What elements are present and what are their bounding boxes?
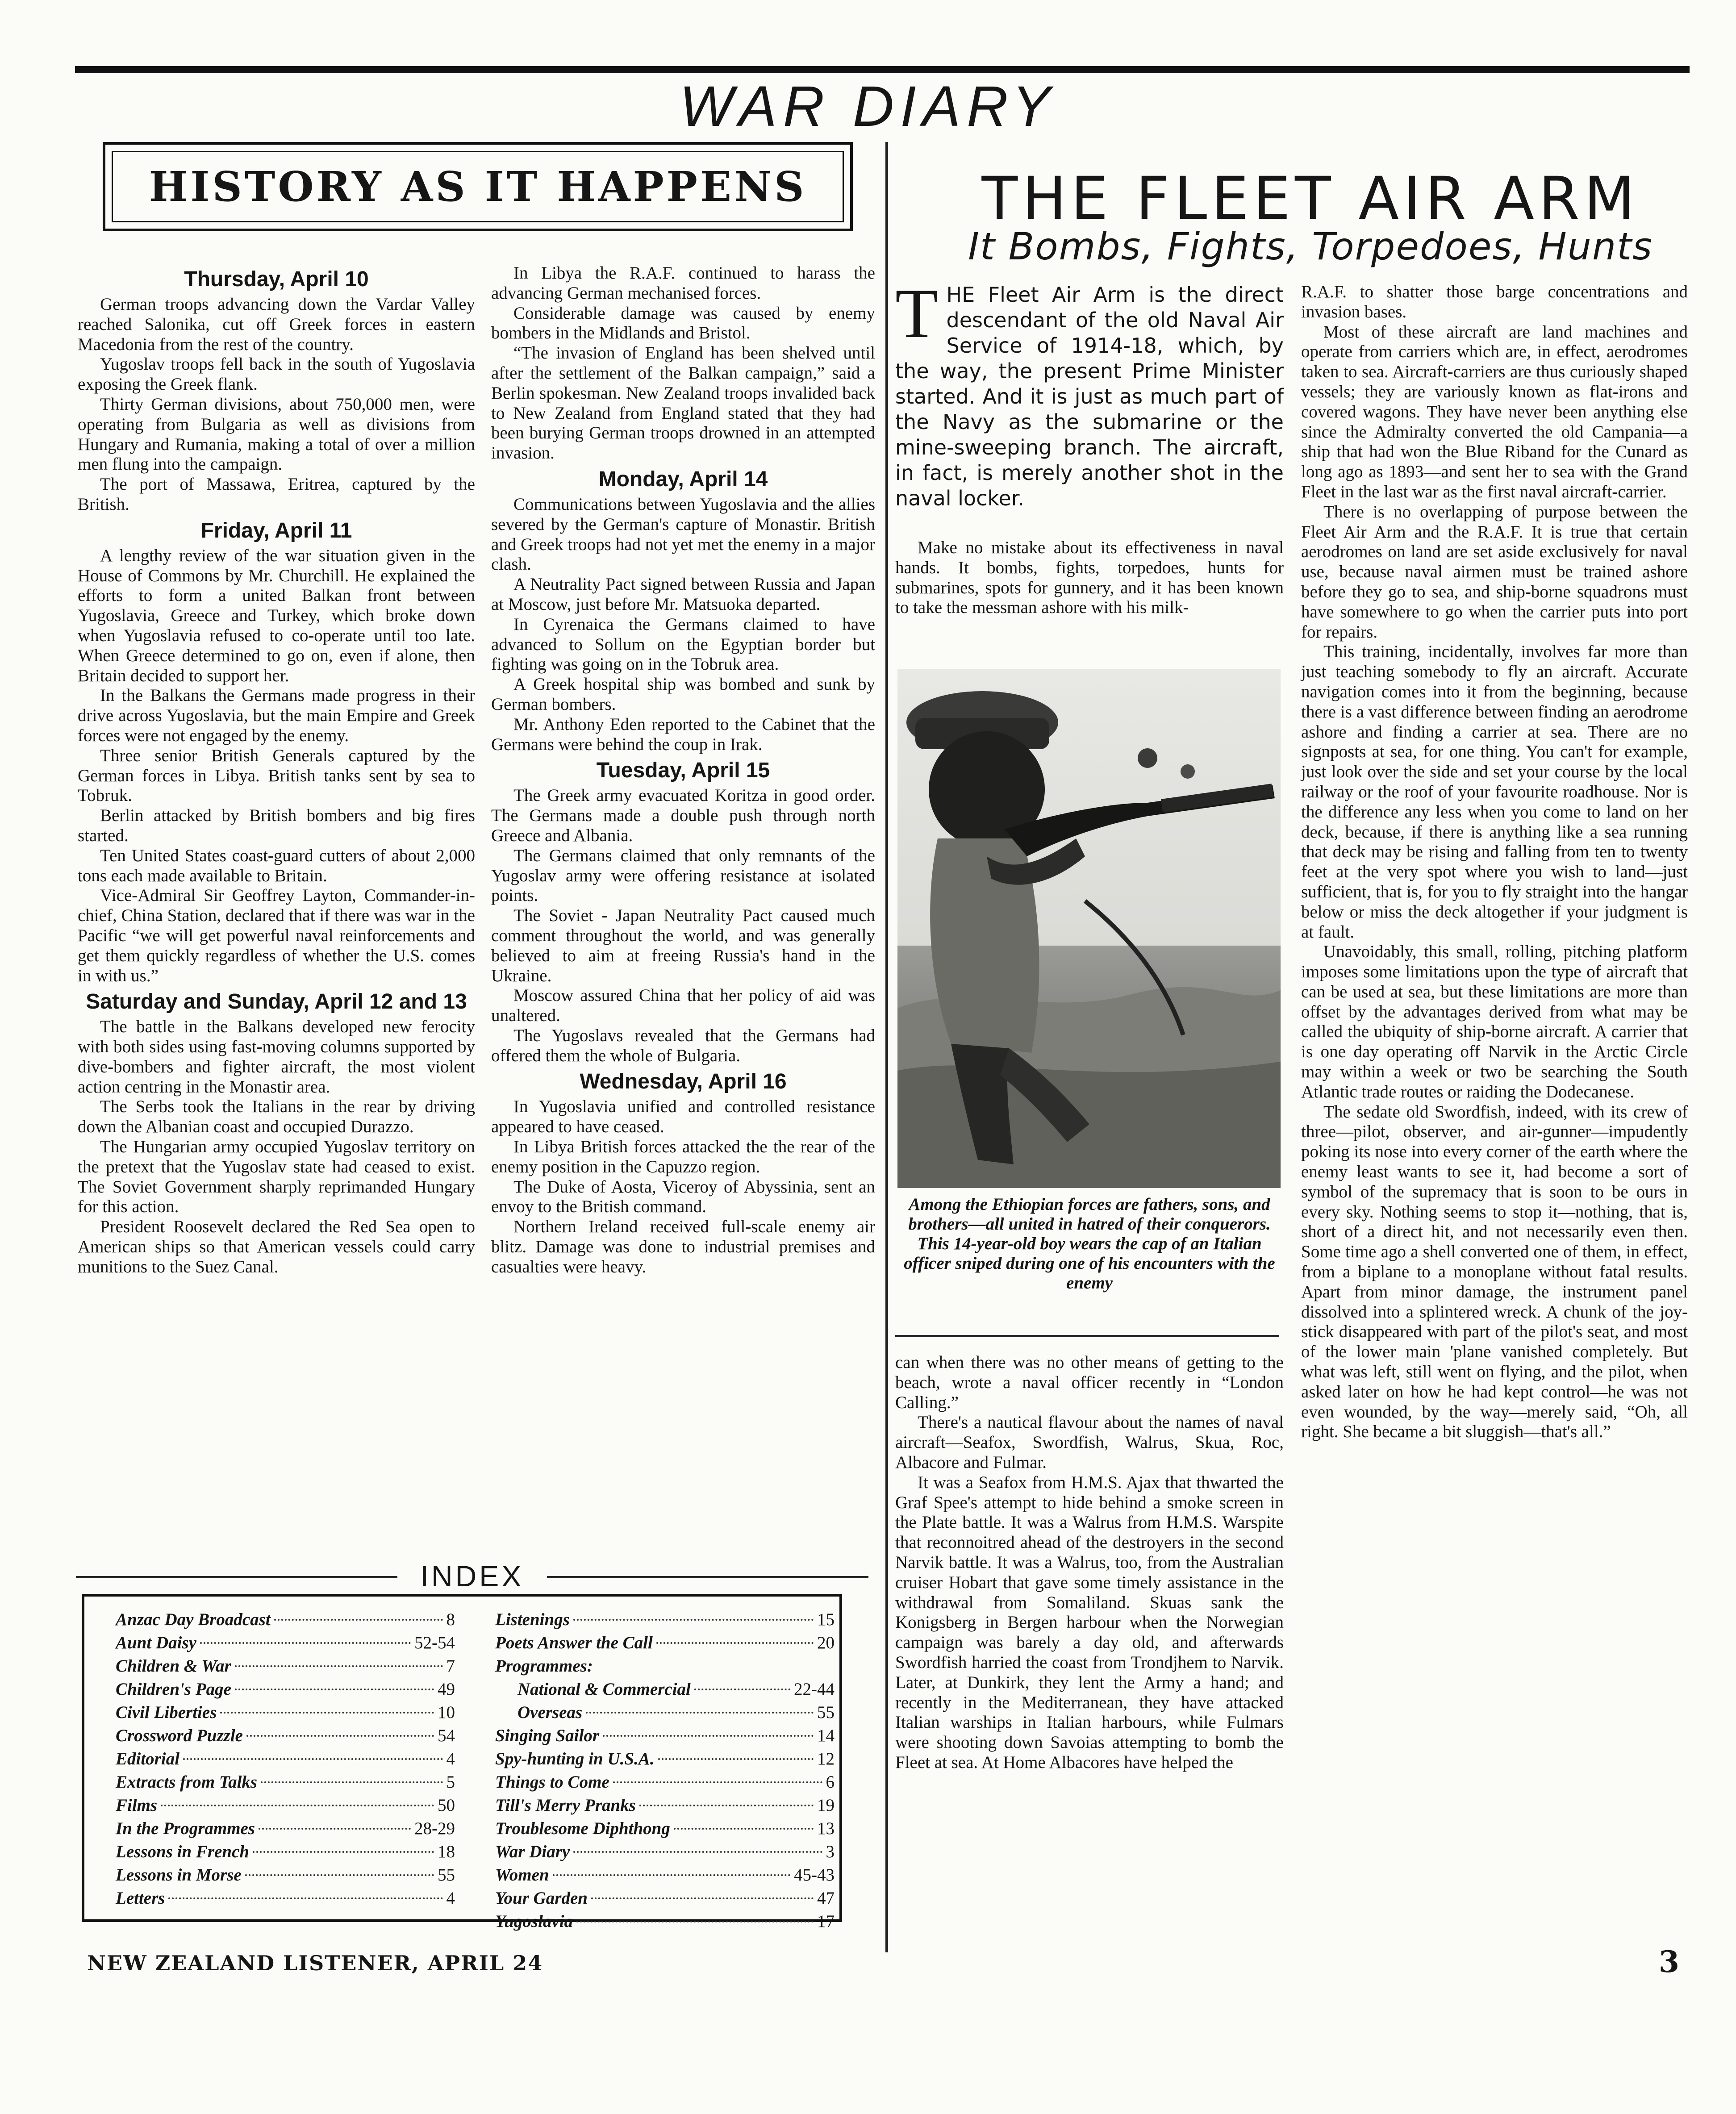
index-rule-right: [547, 1576, 868, 1578]
article-column-1-top: [895, 538, 1284, 618]
paragraph: A Neutrality Pact signed between Russia and Japan at Moscow, just before Mr. Matsuoka departed.: [491, 575, 875, 614]
paragraph: The battle in the Balkans developed new ferocity with both sides using fast-moving columns supported by dive-bombers and fighter aircraft, the most violent action centring in the Monastir area.: [78, 1017, 475, 1097]
index-entry-label: Lessons in Morse: [116, 1865, 242, 1885]
index-leader-dots: [586, 1712, 814, 1714]
index-leader-dots: [245, 1874, 434, 1876]
index-leader-dots: [639, 1805, 814, 1806]
index-entry-label: Lessons in French: [116, 1842, 250, 1861]
paragraph: The Serbs took the Italians in the rear by driving down the Albanian coast and occupied Durazzo.: [78, 1097, 475, 1137]
index-entry: [495, 1910, 835, 1933]
index-entry-label: Your Garden: [495, 1889, 588, 1908]
index-entry: [116, 1701, 455, 1724]
index-entry: [116, 1655, 455, 1678]
index-entry-label: Women: [495, 1865, 549, 1885]
index-leader-dots: [658, 1758, 814, 1760]
day-heading: Saturday and Sunday, April 12 and 13: [86, 990, 467, 1014]
index-entry-label: In the Programmes: [116, 1819, 255, 1838]
index-entry-label: Poets Answer the Call: [495, 1633, 653, 1652]
index-entry-page: 7: [446, 1656, 455, 1676]
index-leader-dots: [573, 1851, 822, 1853]
index-entry: [495, 1655, 835, 1678]
index-leader-dots: [235, 1665, 443, 1667]
index-entry: [116, 1631, 455, 1655]
index-entry-page: 50: [438, 1796, 455, 1815]
index-entry: [116, 1840, 455, 1864]
paragraph: The sedate old Swordfish, indeed, with its crew of three—pilot, observer, and air-gunner—impudently poking its nose into every corner of the earth where the enemy least wants to see it, had become a sort of symbol of the supremacy that is soon to be ours in every sky. Nothing seems to stop it—nothing, that is, short of a direct hit, and not necessarily even then. Some time ago a shell converted one of them, in effect, from a biplane to a monoplane without fatal results. Apart from minor damage, the instrument panel dissolved into a splintered wreck. A chunk of the joy-stick disappeared with part of the pilot's seat, and most of the lower main 'plane vanished completely. But what was left, still went on flying, and the pilot, when asked later on how he had kept control—he was not even wounded, by the way—merely said, “Oh, all right. She became a bit sluggish—that's all.”: [1301, 1102, 1688, 1442]
index-leader-dots: [261, 1781, 442, 1783]
index-leader-dots: [246, 1735, 434, 1737]
index-entry-page: 13: [817, 1819, 835, 1838]
index-entry-page: 18: [438, 1842, 455, 1861]
index-entry-label: Till's Merry Pranks: [495, 1796, 636, 1815]
index-entry-label: Extracts from Talks: [116, 1772, 258, 1792]
article-lead: [895, 275, 1284, 511]
paragraph: President Roosevelt declared the Red Sea open to American ships so that American vessels could carry munitions to the Suez Canal.: [78, 1217, 475, 1276]
index-entry: [116, 1817, 455, 1840]
day-heading: Tuesday, April 15: [596, 759, 770, 783]
paragraph: It was a Seafox from H.M.S. Ajax that thwarted the Graf Spee's attempt to hide behind a smoke screen in the Plate battle. It was a Walrus from H.M.S. Warspite that reconnoitred ahead of the destroyers in the second Narvik battle. It was a Walrus, too, from the Australian cruiser Hobart that gave some timely assistance in the withdrawal from Somaliland. Skuas sank the Konigsberg in Bergen harbour when the Norwegian campaign was barely a day old, and afterwards Swordfish harried the coast from Trondjhem to Narvik. Later, at Dunkirk, they lent the Army a hand; and recently in the Mediterranean, they have attacked Italian warships in Italian harbours, while Fulmars were shooting down Savoias attempting to bomb the Fleet at sea. At Home Albacores have helped the: [895, 1472, 1284, 1772]
paragraph: Northern Ireland received full-scale enemy air blitz. Damage was done to industrial premises and casualties were heavy.: [491, 1217, 875, 1276]
index-leader-dots: [674, 1828, 814, 1830]
paragraph: Communications between Yugoslavia and the allies severed by the German's capture of Monastir. British and Greek troops had not yet met the enemy in a major clash.: [491, 494, 875, 574]
paragraph: can when there was no other means of getting to the beach, wrote a naval officer recently in “London Calling.”: [895, 1353, 1284, 1412]
index-entry: [495, 1771, 835, 1794]
paragraph: The Hungarian army occupied Yugoslav territory on the pretext that the Yugoslav state had ceased to exist. The Soviet Government sharply reprimanded Hungary for this action.: [78, 1137, 475, 1217]
paragraph: German troops advancing down the Vardar Valley reached Salonika, cut off Greek forces in eastern Macedonia from the rest of the country.: [78, 295, 475, 354]
day-heading: Thursday, April 10: [184, 267, 369, 291]
index-entry-page: 4: [446, 1889, 455, 1908]
index-entry: [495, 1817, 835, 1840]
index-entry-page: 22-44: [794, 1680, 835, 1699]
index-leader-dots: [553, 1874, 790, 1876]
article-column-2: [1301, 282, 1688, 1442]
index-entry-page: 52-54: [414, 1633, 455, 1652]
index-title-row: [76, 1560, 868, 1592]
paragraph: In Libya British forces attacked the the rear of the enemy position in the Capuzzo region.: [491, 1137, 875, 1176]
index-column-right: [495, 1608, 835, 1933]
index-entry: [495, 1747, 835, 1771]
paragraph: Make no mistake about its effectiveness in naval hands. It bombs, fights, torpedoes, hunts for submarines, spots for gunnery, and it has been known to take the messman ashore with his milk-: [895, 538, 1284, 617]
index-entry-label: Overseas: [517, 1703, 583, 1722]
lead-text: HE Fleet Air Arm is the direct descendant of the old Naval Air Service of 1914-18, which, by the way, the present Prime Minister started. And it is just as much part of the Navy as the submarine or the mine-sweeping branch. The aircraft, in fact, is merely another shot in the naval locker.: [895, 283, 1284, 510]
index-entry-page: 14: [817, 1726, 835, 1745]
index-entry-label: Children & War: [116, 1656, 231, 1676]
index-entry-label: Films: [116, 1796, 158, 1815]
index-entry-page: 10: [438, 1703, 455, 1722]
paragraph: Unavoidably, this small, rolling, pitching platform imposes some limitations upon the type of aircraft that can be used at sea, but these limitations are more than offset by the advantages derived from what may be called the ubiquity of ship-borne aircraft. A carrier that is one day operating off Narvik in the Arctic Circle may within a week or two be searching the South Atlantic trade routes or raiding the Dodecanese.: [1301, 942, 1688, 1101]
index-leader-dots: [603, 1735, 814, 1737]
index-entry: [495, 1608, 835, 1631]
index-entry-label: War Diary: [495, 1842, 570, 1861]
photo-boy-soldier: [897, 669, 1281, 1188]
paragraph: Most of these aircraft are land machines and operate from carriers which are, in effect, aerodromes taken to sea. Aircraft-carriers are thus curiously shaped vessels; they are variously known as flat-irons and covered wagons. They have never been anything else since the Admiralty converted the old Campania—a ship that had won the Blue Riband for the Cunard as long ago as 1893—and sent her to sea with the Grand Fleet in the last war as the first naval aircraft-carrier.: [1301, 322, 1688, 501]
paragraph: The port of Massawa, Eritrea, captured by the British.: [78, 475, 475, 514]
paragraph: Thirty German divisions, about 750,000 men, were operating from Bulgaria as well as divisions from Hungary and Rumania, making a total of over a million men flung into the campaign.: [78, 394, 475, 474]
paragraph: In Libya the R.A.F. continued to harass the advancing German mechanised forces.: [491, 263, 875, 303]
index-entry: [116, 1724, 455, 1747]
article-column-1-bottom: [895, 1353, 1284, 1773]
paragraph: Yugoslav troops fell back in the south of Yugoslavia exposing the Greek flank.: [78, 354, 475, 394]
history-column-2: [491, 263, 875, 1277]
paragraph: The Soviet - Japan Neutrality Pact caused much comment throughout the world, and was generally believed to aim at freeing Russia's hand in the Ukraine.: [491, 906, 875, 985]
paragraph: Ten United States coast-guard cutters of about 2,000 tons each made available to Britain.: [78, 846, 475, 885]
index-entry-label: Children's Page: [116, 1680, 231, 1699]
paragraph: In Cyrenaica the Germans claimed to have advanced to Sollum on the Egyptian border but fighting was going on in the Tobruk area.: [491, 614, 875, 674]
index-leader-dots: [613, 1781, 822, 1783]
index-entry-page: 6: [826, 1772, 835, 1792]
page-number: 3: [1659, 1944, 1679, 1979]
index-entry-label: Programmes:: [495, 1656, 593, 1676]
index-entry: [495, 1840, 835, 1864]
index-entry: [495, 1794, 835, 1817]
paragraph: This training, incidentally, involves far more than just teaching somebody to fly an aircraft. Accurate navigation comes into it from the beginning, because there is a vast difference between finding an aerodrome ashore and finding a carrier at sea. There are no signposts at sea, for one thing. You can't for example, just look over the side and set your course by the local railway or the roof of your favourite roadhouse. Nor is the difference any less when you come to land on her deck, because, if there is anything like a sea running that deck may be rising and falling from ten to twenty feet at the very spot where you wish to land—just sufficient, that is, for you to fly straight into the hangar below or miss the deck altogether if your judgment is at fault.: [1301, 642, 1688, 942]
paragraph: A lengthy review of the war situation given in the House of Commons by Mr. Churchill. He explained the efforts to form a united Balkan front between Yugoslavia, Greece and Turkey, which broke down when Yugoslavia refused to co-operate until too late. When Greece determined to go on, even if alone, then Britain decided to support her.: [78, 546, 475, 685]
paragraph: The Greek army evacuated Koritza in good order. The Germans made a double push through north Greece and Albania.: [491, 786, 875, 845]
history-title: HISTORY AS IT HAPPENS: [149, 163, 807, 211]
paragraph: There is no overlapping of purpose between the Fleet Air Arm and the R.A.F. It is true that certain aerodromes on land are set aside exclusively for naval use, because naval airmen must be trained ashore before they go to sea, and ship-borne squadrons must have somewhere to go when the carrier puts into port for repairs.: [1301, 502, 1688, 642]
index-entry: [495, 1678, 835, 1701]
paragraph: “The invasion of England has been shelved until after the settlement of the Balkan campaign,” said a Berlin spokesman. New Zealand troops invalided back to New Zealand from England stated that they had been burying German troops drowned in an attempted invasion.: [491, 343, 875, 463]
index-box: [82, 1594, 842, 1931]
index-column-left: [116, 1608, 455, 1910]
index-leader-dots: [591, 1897, 814, 1899]
index-entry-page: 17: [817, 1912, 835, 1931]
paragraph: There's a nautical flavour about the names of naval aircraft—Seafox, Swordfish, Walrus, Skua, Roc, Albacore and Fulmar.: [895, 1413, 1284, 1472]
index-leader-dots: [694, 1689, 790, 1690]
index-entry-page: 47: [817, 1889, 835, 1908]
index-leader-dots: [200, 1642, 411, 1644]
index-entry: [116, 1747, 455, 1771]
index-entry: [116, 1794, 455, 1817]
index-entry-label: Listenings: [495, 1610, 570, 1629]
section-heading: WAR DIARY: [679, 75, 1057, 138]
paragraph: A Greek hospital ship was bombed and sunk by German bombers.: [491, 675, 875, 714]
day-heading: Monday, April 14: [598, 467, 768, 491]
index-entry: [495, 1724, 835, 1747]
index-entry-label: Crossword Puzzle: [116, 1726, 243, 1745]
history-title-box-inner: [112, 151, 844, 222]
history-column-1: [78, 263, 475, 1277]
index-entry: [116, 1608, 455, 1631]
drop-cap: T: [895, 275, 939, 353]
paragraph: R.A.F. to shatter those barge concentrations and invasion bases.: [1301, 282, 1688, 321]
index-entry-page: 5: [446, 1772, 455, 1792]
index-leader-dots: [576, 1921, 814, 1922]
index-leader-dots: [253, 1851, 434, 1853]
index-leader-dots: [183, 1758, 442, 1760]
index-entry-page: 8: [446, 1610, 455, 1629]
top-rule: [75, 66, 1690, 73]
index-entry-page: 4: [446, 1749, 455, 1768]
paragraph: The Duke of Aosta, Viceroy of Abyssinia, sent an envoy to the British command.: [491, 1177, 875, 1217]
index-leader-dots: [656, 1642, 814, 1644]
index-entry-label: Anzac Day Broadcast: [116, 1610, 271, 1629]
paragraph: The Germans claimed that only remnants of the Yugoslav army were offering resistance at isolated points.: [491, 846, 875, 905]
index-entry-page: 15: [817, 1610, 835, 1629]
index-entry-page: 20: [817, 1633, 835, 1652]
index-entry-label: Singing Sailor: [495, 1726, 600, 1745]
index-leader-dots: [274, 1619, 443, 1621]
index-entry-label: Troublesome Diphthong: [495, 1819, 670, 1838]
day-heading: Friday, April 11: [200, 518, 352, 542]
index-leader-dots: [259, 1828, 411, 1830]
paragraph: Three senior British Generals captured by the German forces in Libya. British tanks sent by sea to Tobruk.: [78, 746, 475, 805]
paragraph: The Yugoslavs revealed that the Germans had offered them the whole of Bulgaria.: [491, 1026, 875, 1065]
index-entry-label: National & Commercial: [517, 1680, 691, 1699]
index-entry-page: 12: [817, 1749, 835, 1768]
footer-publication: NEW ZEALAND LISTENER, APRIL 24: [87, 1951, 543, 1975]
index-leader-dots: [235, 1689, 434, 1690]
caption-rule: [895, 1335, 1279, 1337]
index-entry: [116, 1771, 455, 1794]
index-entry: [495, 1887, 835, 1910]
history-title-box: [103, 142, 853, 231]
index-entry: [495, 1701, 835, 1724]
index-entry-page: 55: [817, 1703, 835, 1722]
index-entry: [495, 1864, 835, 1887]
paragraph: In the Balkans the Germans made progress in their drive across Yugoslavia, but the main Empire and Greek forces were not engaged by the enemy.: [78, 686, 475, 745]
paragraph: Considerable damage was caused by enemy bombers in the Midlands and Bristol.: [491, 303, 875, 343]
paragraph: Moscow assured China that her policy of aid was unaltered.: [491, 986, 875, 1026]
index-entry-label: Aunt Daisy: [116, 1633, 196, 1652]
paragraph: Berlin attacked by British bombers and big fires started.: [78, 806, 475, 845]
article-subtitle: It Bombs, Fights, Torpedoes, Hunts: [968, 225, 1653, 268]
index-entry-label: Yugoslavia: [495, 1912, 573, 1931]
index-entry-page: 54: [438, 1726, 455, 1745]
index-leader-dots: [573, 1619, 814, 1621]
index-leader-dots: [161, 1805, 434, 1806]
index-entry: [116, 1887, 455, 1910]
index-entry-label: Civil Liberties: [116, 1703, 217, 1722]
paragraph: Mr. Anthony Eden reported to the Cabinet that the Germans were behind the coup in Irak.: [491, 714, 875, 754]
paragraph: In Yugoslavia unified and controlled resistance appeared to have ceased.: [491, 1097, 875, 1137]
index-entry-page: 55: [438, 1865, 455, 1885]
index-entry-page: 19: [817, 1796, 835, 1815]
column-divider: [885, 142, 888, 1952]
paragraph: Vice-Admiral Sir Geoffrey Layton, Commander-in-chief, China Station, declared that if there was war in the Pacific “we will get powerful naval reinforcements and get them quickly regardless of whether the U.S. comes in with us.”: [78, 886, 475, 985]
index-entry-label: Editorial: [116, 1749, 180, 1768]
photo-caption: Among the Ethiopian forces are fathers, sons, and brothers—all united in hatred of their conquerors. This 14-year-old boy wears the cap of an Italian officer sniped during one of his encounters with the enemy: [904, 1195, 1275, 1293]
index-leader-dots: [220, 1712, 434, 1714]
index-entry-label: Spy-hunting in U.S.A.: [495, 1749, 655, 1768]
index-entry: [495, 1631, 835, 1655]
index-entry-page: 3: [826, 1842, 835, 1861]
index-entry: [116, 1864, 455, 1887]
index-entry-page: 28-29: [414, 1819, 455, 1838]
index-entry: [116, 1678, 455, 1701]
index-entry-label: Letters: [116, 1889, 165, 1908]
index-leader-dots: [168, 1897, 442, 1899]
index-title: INDEX: [420, 1559, 524, 1593]
index-entry-label: Things to Come: [495, 1772, 609, 1792]
index-entry-page: 49: [438, 1680, 455, 1699]
article-title: THE FLEET AIR ARM: [981, 164, 1640, 233]
day-heading: Wednesday, April 16: [580, 1070, 787, 1094]
index-entry-page: 45-43: [794, 1865, 835, 1885]
